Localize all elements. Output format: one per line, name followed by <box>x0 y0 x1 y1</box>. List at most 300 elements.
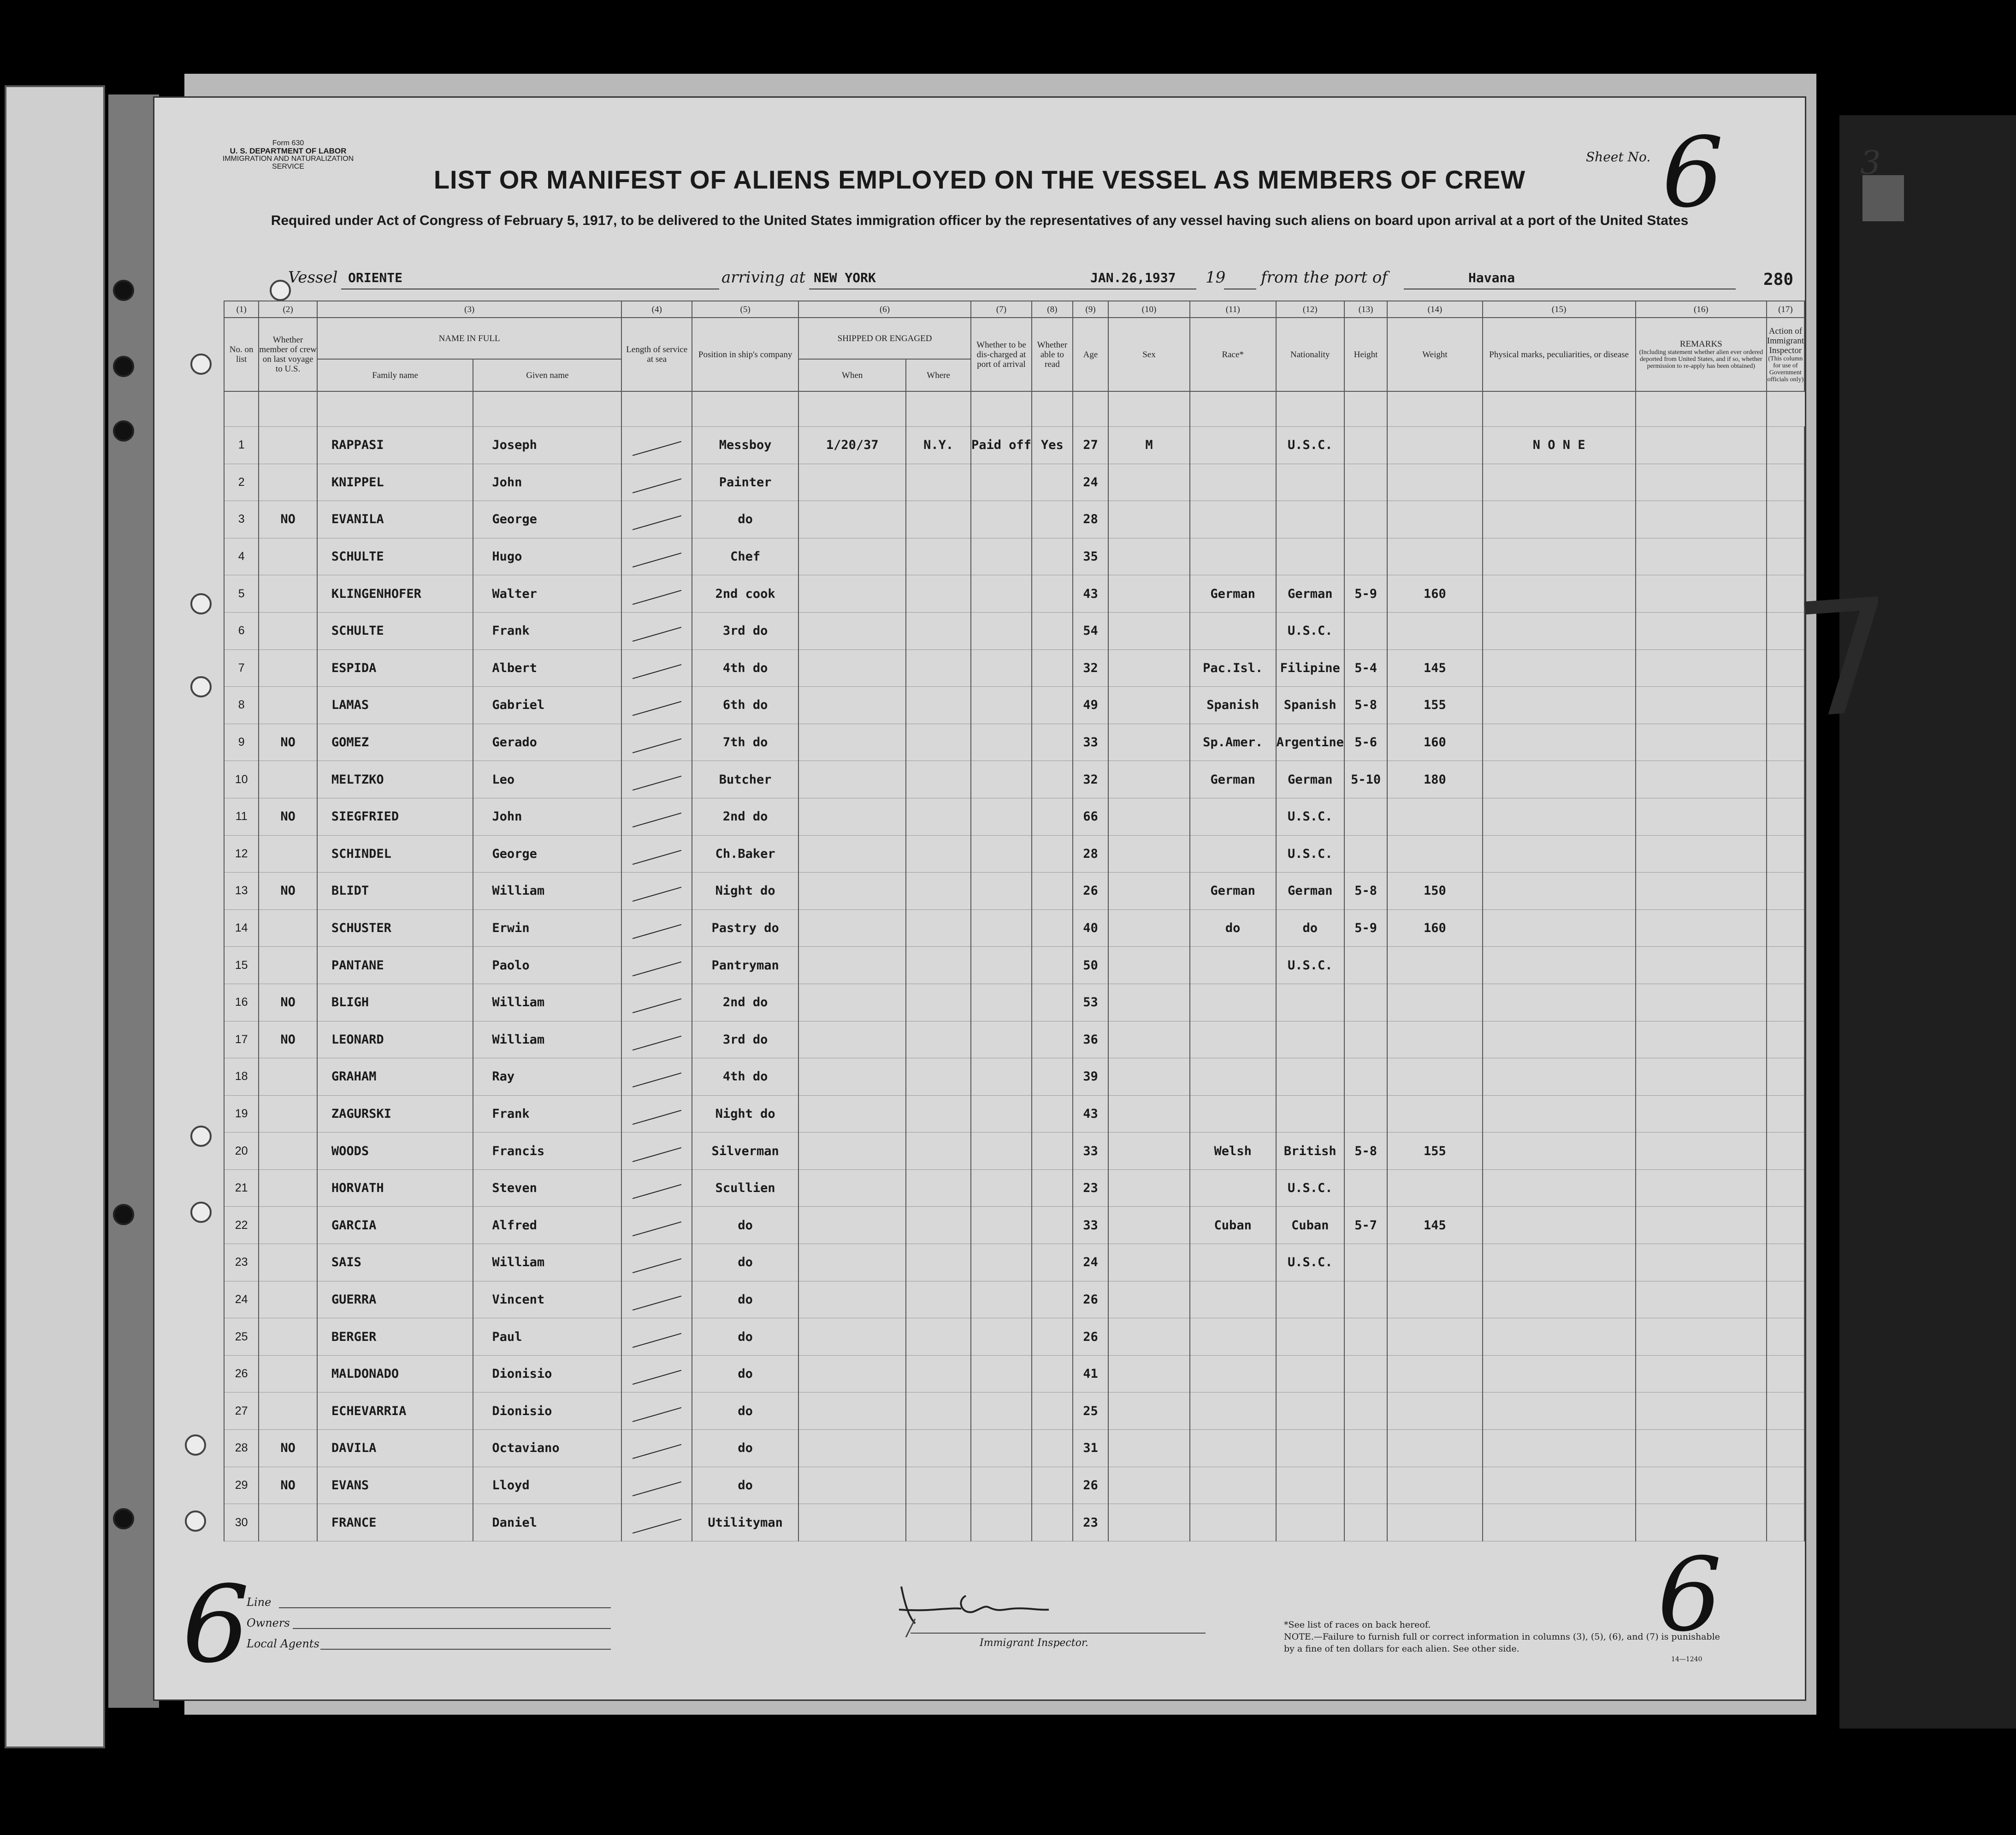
when-cell <box>798 1281 906 1318</box>
read-cell <box>1032 873 1073 910</box>
no-cell: 8 <box>224 687 259 724</box>
family-cell: EVANS <box>317 1467 473 1504</box>
race-cell <box>1190 427 1276 464</box>
marks-cell: N O N E <box>1483 427 1636 464</box>
marks-cell <box>1483 873 1636 910</box>
year-label: 19 <box>1206 268 1226 287</box>
vessel-label: Vessel <box>288 268 338 287</box>
table-row <box>224 1281 1804 1318</box>
given-cell: Frank <box>473 1095 621 1133</box>
where-cell <box>906 761 971 798</box>
read-cell <box>1032 761 1073 798</box>
height-cell <box>1344 1355 1387 1392</box>
length-tick-cell <box>621 501 692 538</box>
where-cell: N.Y. <box>906 427 971 464</box>
member-cell <box>259 464 317 501</box>
height-cell: 5-8 <box>1344 873 1387 910</box>
form-service: IMMIGRATION AND NATURALIZATION SERVICE <box>222 155 354 171</box>
remarks-cell <box>1636 649 1767 687</box>
race-cell: German <box>1190 575 1276 613</box>
length-tick-cell <box>621 1467 692 1504</box>
race-cell: Cuban <box>1190 1207 1276 1244</box>
right-tab-mark <box>1862 175 1904 221</box>
nationality-cell: U.S.C. <box>1276 835 1344 873</box>
age-cell: 36 <box>1073 1021 1108 1058</box>
where-cell <box>906 1058 971 1096</box>
race-cell <box>1190 1430 1276 1467</box>
when-cell: 1/20/37 <box>798 427 906 464</box>
nationality-cell: Cuban <box>1276 1207 1344 1244</box>
read-cell <box>1032 687 1073 724</box>
read-cell <box>1032 538 1073 575</box>
read-cell <box>1032 1133 1073 1170</box>
table-row <box>224 798 1804 835</box>
race-cell: Pac.Isl. <box>1190 649 1276 687</box>
weight-cell <box>1387 612 1482 649</box>
large-handwritten-six-left: 6 <box>182 1564 250 1687</box>
no-cell: 1 <box>224 427 259 464</box>
check-tick <box>633 1296 681 1310</box>
nationality-cell: Argentine <box>1276 724 1344 761</box>
where-cell <box>906 1504 971 1541</box>
member-cell: NO <box>259 873 317 910</box>
action-cell <box>1767 1244 1804 1281</box>
marks-cell <box>1483 1244 1636 1281</box>
marks-cell <box>1483 575 1636 613</box>
header-length: Length of service at sea <box>621 318 692 391</box>
member-cell <box>259 1392 317 1430</box>
length-tick-cell <box>621 873 692 910</box>
race-cell <box>1190 947 1276 984</box>
length-tick-cell <box>621 464 692 501</box>
table-row <box>224 1355 1804 1392</box>
discharged-cell <box>971 1058 1032 1096</box>
discharged-cell <box>971 1095 1032 1133</box>
no-cell: 4 <box>224 538 259 575</box>
race-cell <box>1190 464 1276 501</box>
discharged-cell <box>971 798 1032 835</box>
where-cell <box>906 649 971 687</box>
length-tick-cell <box>621 1095 692 1133</box>
footer-line-underline <box>279 1607 611 1608</box>
height-cell <box>1344 984 1387 1021</box>
height-cell <box>1344 1058 1387 1096</box>
discharged-cell <box>971 1318 1032 1356</box>
header-shipped: SHIPPED OR ENGAGED <box>798 318 971 359</box>
read-cell <box>1032 649 1073 687</box>
where-cell <box>906 1467 971 1504</box>
height-cell <box>1344 1467 1387 1504</box>
position-cell: do <box>692 1430 798 1467</box>
no-cell: 29 <box>224 1467 259 1504</box>
page-subtitle: Required under Act of Congress of February 5, 1917, to be delivered to the United States immigration officer by the representatives of any vessel having such aliens on board upon arrival at a port of the United States <box>271 213 1689 228</box>
age-cell: 32 <box>1073 649 1108 687</box>
given-cell: Gerado <box>473 724 621 761</box>
spacer-row <box>224 391 1804 427</box>
header-discharged: Whether to be dis-charged at port of arrival <box>971 318 1032 391</box>
weight-cell: 160 <box>1387 909 1482 947</box>
family-cell: ECHEVARRIA <box>317 1392 473 1430</box>
discharged-cell <box>971 947 1032 984</box>
vessel-name: ORIENTE <box>348 270 403 285</box>
weight-cell <box>1387 1058 1482 1096</box>
nationality-cell: Spanish <box>1276 687 1344 724</box>
remarks-cell <box>1636 1169 1767 1207</box>
header-member: Whether member of crew on last voyage to U.S. <box>259 318 317 391</box>
length-tick-cell <box>621 1430 692 1467</box>
sex-cell <box>1108 538 1190 575</box>
age-cell: 43 <box>1073 575 1108 613</box>
table-row <box>224 1244 1804 1281</box>
discharged-cell <box>971 1467 1032 1504</box>
table-row <box>224 1504 1804 1541</box>
nationality-cell: U.S.C. <box>1276 612 1344 649</box>
discharged-cell <box>971 873 1032 910</box>
given-cell: Hugo <box>473 538 621 575</box>
weight-cell <box>1387 1392 1482 1430</box>
no-cell: 12 <box>224 835 259 873</box>
sex-cell <box>1108 612 1190 649</box>
given-cell: William <box>473 1244 621 1281</box>
given-cell: Daniel <box>473 1504 621 1541</box>
race-cell <box>1190 1467 1276 1504</box>
age-cell: 39 <box>1073 1058 1108 1096</box>
when-cell <box>798 761 906 798</box>
arrival-date: JAN.26,1937 <box>1090 270 1176 285</box>
weight-cell <box>1387 984 1482 1021</box>
binder-hole <box>190 354 212 375</box>
given-cell: Albert <box>473 649 621 687</box>
given-cell: Dionisio <box>473 1392 621 1430</box>
position-cell: do <box>692 1392 798 1430</box>
check-tick <box>633 887 681 902</box>
binder-hole <box>113 1204 134 1225</box>
nationality-cell: U.S.C. <box>1276 1169 1344 1207</box>
col-num: (8) <box>1032 301 1073 318</box>
remarks-cell <box>1636 464 1767 501</box>
member-cell <box>259 1095 317 1133</box>
age-cell: 66 <box>1073 798 1108 835</box>
age-cell: 26 <box>1073 1281 1108 1318</box>
nationality-cell <box>1276 464 1344 501</box>
table-row <box>224 1169 1804 1207</box>
height-cell <box>1344 1169 1387 1207</box>
where-cell <box>906 1169 971 1207</box>
check-tick <box>633 1258 681 1273</box>
marks-cell <box>1483 1355 1636 1392</box>
height-cell: 5-4 <box>1344 649 1387 687</box>
age-cell: 26 <box>1073 873 1108 910</box>
nationality-cell: U.S.C. <box>1276 947 1344 984</box>
discharged-cell <box>971 1504 1032 1541</box>
given-cell: Lloyd <box>473 1467 621 1504</box>
sex-cell <box>1108 464 1190 501</box>
remarks-cell <box>1636 1467 1767 1504</box>
given-cell: William <box>473 1021 621 1058</box>
weight-cell <box>1387 1318 1482 1356</box>
marks-cell <box>1483 501 1636 538</box>
weight-cell <box>1387 947 1482 984</box>
remarks-cell <box>1636 798 1767 835</box>
member-cell <box>259 649 317 687</box>
table-row <box>224 909 1804 947</box>
remarks-cell <box>1636 1058 1767 1096</box>
table-row <box>224 501 1804 538</box>
check-tick <box>633 1518 681 1533</box>
height-cell: 5-10 <box>1344 761 1387 798</box>
remarks-cell <box>1636 835 1767 873</box>
member-cell <box>259 538 317 575</box>
table-row <box>224 1207 1804 1244</box>
position-cell: do <box>692 1467 798 1504</box>
remarks-cell <box>1636 1355 1767 1392</box>
marks-cell <box>1483 1058 1636 1096</box>
when-cell <box>798 1318 906 1356</box>
when-cell <box>798 835 906 873</box>
when-cell <box>798 687 906 724</box>
weight-cell <box>1387 835 1482 873</box>
age-cell: 33 <box>1073 1207 1108 1244</box>
weight-cell <box>1387 464 1482 501</box>
penalty-note: NOTE.—Failure to furnish full or correct information in columns (3), (5), (6), and (7) is punishable by a fine of ten dollars for each alien. See other side. <box>1284 1632 1720 1654</box>
height-cell <box>1344 612 1387 649</box>
when-cell <box>798 1504 906 1541</box>
no-cell: 10 <box>224 761 259 798</box>
discharged-cell <box>971 835 1032 873</box>
no-cell: 17 <box>224 1021 259 1058</box>
position-cell: 2nd cook <box>692 575 798 613</box>
member-cell <box>259 1244 317 1281</box>
col-num: (13) <box>1344 301 1387 318</box>
action-cell <box>1767 1392 1804 1430</box>
discharged-cell <box>971 464 1032 501</box>
age-cell: 32 <box>1073 761 1108 798</box>
header-row-1 <box>224 318 1804 359</box>
nationality-cell <box>1276 1281 1344 1318</box>
race-cell <box>1190 1355 1276 1392</box>
member-cell <box>259 761 317 798</box>
read-cell <box>1032 464 1073 501</box>
form-code: 14—1240 <box>1671 1656 1703 1663</box>
when-cell <box>798 649 906 687</box>
page-title: LIST OR MANIFEST OF ALIENS EMPLOYED ON THE VESSEL AS MEMBERS OF CREW <box>433 165 1526 194</box>
height-cell: 5-6 <box>1344 724 1387 761</box>
discharged-cell <box>971 1207 1032 1244</box>
where-cell <box>906 1318 971 1356</box>
sex-cell <box>1108 761 1190 798</box>
sex-cell <box>1108 1207 1190 1244</box>
position-cell: Painter <box>692 464 798 501</box>
weight-cell <box>1387 501 1482 538</box>
member-cell: NO <box>259 984 317 1021</box>
check-tick <box>633 1221 681 1236</box>
where-cell <box>906 1244 971 1281</box>
margin-mark: 7 <box>1789 564 1902 754</box>
race-cell: German <box>1190 873 1276 910</box>
given-cell: John <box>473 798 621 835</box>
remarks-cell <box>1636 575 1767 613</box>
no-cell: 18 <box>224 1058 259 1096</box>
family-cell: WOODS <box>317 1133 473 1170</box>
from-port: Havana <box>1468 270 1515 285</box>
height-cell: 5-9 <box>1344 575 1387 613</box>
action-cell <box>1767 1058 1804 1096</box>
header-no: No. on list <box>224 318 259 391</box>
race-cell: German <box>1190 761 1276 798</box>
height-cell <box>1344 1281 1387 1318</box>
remarks-title: REMARKS <box>1679 339 1722 349</box>
check-tick <box>633 441 681 456</box>
given-cell: Octaviano <box>473 1430 621 1467</box>
remarks-cell <box>1636 1133 1767 1170</box>
nationality-cell <box>1276 1021 1344 1058</box>
header-nationality: Nationality <box>1276 318 1344 391</box>
when-cell <box>798 1430 906 1467</box>
where-cell <box>906 1095 971 1133</box>
nationality-cell <box>1276 1430 1344 1467</box>
position-cell: 4th do <box>692 1058 798 1096</box>
stamp-number: 280 <box>1763 270 1794 289</box>
read-cell <box>1032 1058 1073 1096</box>
check-tick <box>633 664 681 679</box>
remarks-cell <box>1636 947 1767 984</box>
length-tick-cell <box>621 538 692 575</box>
where-cell <box>906 1430 971 1467</box>
table-row <box>224 1392 1804 1430</box>
height-cell <box>1344 464 1387 501</box>
table-row <box>224 724 1804 761</box>
position-cell: Night do <box>692 1095 798 1133</box>
when-cell <box>798 1467 906 1504</box>
given-cell: Erwin <box>473 909 621 947</box>
height-cell <box>1344 1095 1387 1133</box>
given-cell: William <box>473 873 621 910</box>
race-cell <box>1190 1281 1276 1318</box>
discharged-cell <box>971 1133 1032 1170</box>
given-cell: Gabriel <box>473 687 621 724</box>
age-cell: 33 <box>1073 724 1108 761</box>
position-cell: Messboy <box>692 427 798 464</box>
age-cell: 53 <box>1073 984 1108 1021</box>
weight-cell <box>1387 1244 1482 1281</box>
check-tick <box>633 1073 681 1087</box>
action-cell <box>1767 1207 1804 1244</box>
table-row <box>224 464 1804 501</box>
binder-hole <box>113 356 134 377</box>
family-cell: SCHUSTER <box>317 909 473 947</box>
footer-owners-label: Owners <box>247 1617 290 1629</box>
check-tick <box>633 1481 681 1496</box>
when-cell <box>798 464 906 501</box>
member-cell: NO <box>259 1021 317 1058</box>
discharged-cell <box>971 761 1032 798</box>
read-cell <box>1032 1430 1073 1467</box>
no-cell: 6 <box>224 612 259 649</box>
length-tick-cell <box>621 1392 692 1430</box>
where-cell <box>906 538 971 575</box>
sex-cell <box>1108 1095 1190 1133</box>
length-tick-cell <box>621 612 692 649</box>
family-cell: BLIGH <box>317 984 473 1021</box>
age-cell: 35 <box>1073 538 1108 575</box>
no-cell: 30 <box>224 1504 259 1541</box>
race-cell <box>1190 798 1276 835</box>
no-cell: 21 <box>224 1169 259 1207</box>
sex-cell <box>1108 984 1190 1021</box>
when-cell <box>798 1355 906 1392</box>
check-tick <box>633 478 681 493</box>
nationality-cell: U.S.C. <box>1276 798 1344 835</box>
member-cell <box>259 612 317 649</box>
nationality-cell: German <box>1276 873 1344 910</box>
age-cell: 25 <box>1073 1392 1108 1430</box>
height-cell <box>1344 1392 1387 1430</box>
check-tick <box>633 850 681 865</box>
no-cell: 28 <box>224 1430 259 1467</box>
when-cell <box>798 1169 906 1207</box>
read-cell <box>1032 724 1073 761</box>
marks-cell <box>1483 1207 1636 1244</box>
where-cell <box>906 1207 971 1244</box>
binder-hole <box>190 1126 212 1147</box>
read-cell <box>1032 612 1073 649</box>
no-cell: 11 <box>224 798 259 835</box>
no-cell: 14 <box>224 909 259 947</box>
length-tick-cell <box>621 1058 692 1096</box>
length-tick-cell <box>621 1207 692 1244</box>
weight-cell <box>1387 1169 1482 1207</box>
family-cell: SAIS <box>317 1244 473 1281</box>
where-cell <box>906 1392 971 1430</box>
table-row <box>224 1430 1804 1467</box>
column-number-row <box>224 301 1804 318</box>
when-cell <box>798 1021 906 1058</box>
read-cell <box>1032 1355 1073 1392</box>
col-num: (4) <box>621 301 692 318</box>
age-cell: 24 <box>1073 1244 1108 1281</box>
header-name: NAME IN FULL <box>317 318 622 359</box>
discharged-cell <box>971 1244 1032 1281</box>
where-cell <box>906 873 971 910</box>
race-cell <box>1190 835 1276 873</box>
where-cell <box>906 612 971 649</box>
races-note: *See list of races on back hereof. <box>1284 1620 1431 1630</box>
no-cell: 2 <box>224 464 259 501</box>
age-cell: 24 <box>1073 464 1108 501</box>
family-cell: HORVATH <box>317 1169 473 1207</box>
weight-cell <box>1387 427 1482 464</box>
position-cell: do <box>692 1244 798 1281</box>
sex-cell <box>1108 947 1190 984</box>
position-cell: 2nd do <box>692 798 798 835</box>
sheet-label: Sheet No. <box>1586 149 1651 165</box>
footer-agents-label: Local Agents <box>247 1637 319 1650</box>
action-cell <box>1767 1133 1804 1170</box>
height-cell <box>1344 835 1387 873</box>
family-cell: FRANCE <box>317 1504 473 1541</box>
table-row <box>224 761 1804 798</box>
position-cell: 7th do <box>692 724 798 761</box>
position-cell: do <box>692 501 798 538</box>
discharged-cell <box>971 724 1032 761</box>
check-tick <box>633 1407 681 1422</box>
position-cell: 4th do <box>692 649 798 687</box>
binder-hole <box>190 676 212 697</box>
age-cell: 28 <box>1073 835 1108 873</box>
position-cell: do <box>692 1207 798 1244</box>
action-cell <box>1767 538 1804 575</box>
member-cell <box>259 947 317 984</box>
